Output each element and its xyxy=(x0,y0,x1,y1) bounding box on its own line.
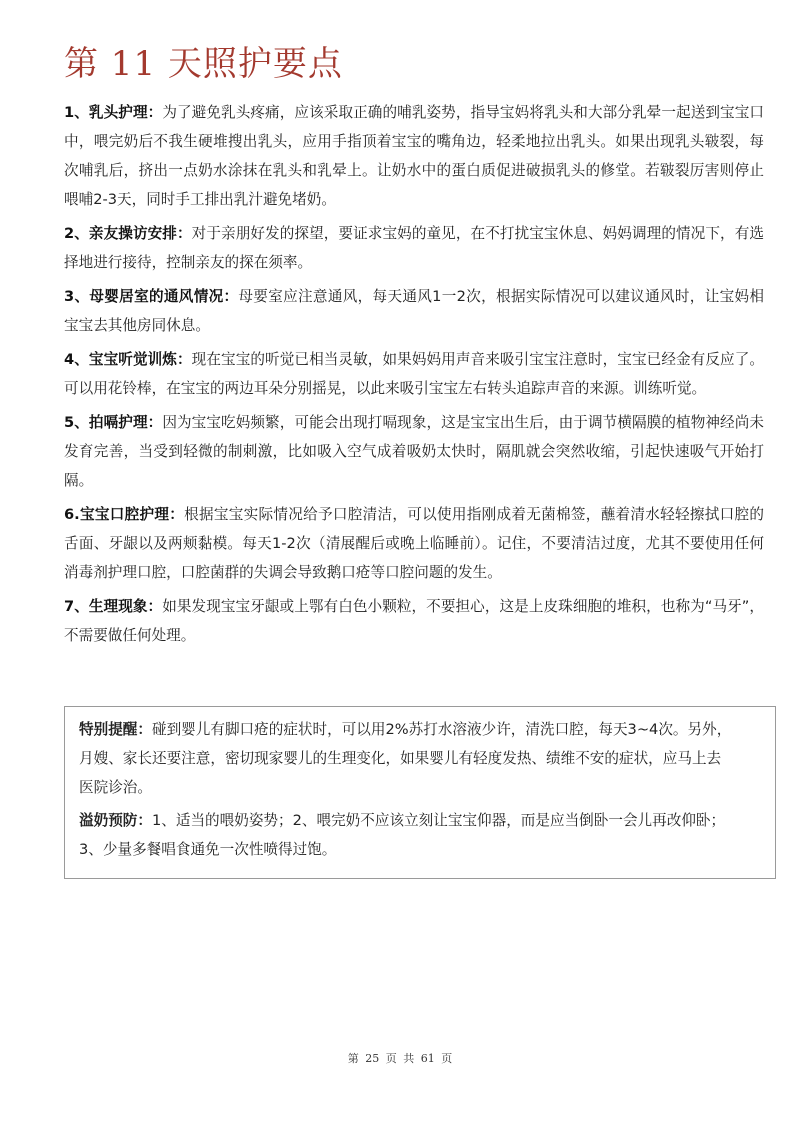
special-reminder-label: 特别提醒： xyxy=(79,721,152,738)
page-title: 第 11 天照护要点 xyxy=(64,44,343,84)
care-point-label: 5、拍嗝护理： xyxy=(64,414,163,431)
care-point-text: 母要室应注意通风，每天通风1一2次，根据实际情况可以建议通风时，让宝妈相宝宝去其他房同休息。 xyxy=(64,288,764,334)
care-point-label: 4、宝宝听觉训炼： xyxy=(64,351,192,368)
care-point-label: 6.宝宝口腔护理： xyxy=(64,506,185,523)
care-point-text: 如果发现宝宝牙龈或上鄂有白色小颗粒，不要担心，这是上皮珠细胞的堆积，也称为“马牙”，不需要做任何处理。 xyxy=(64,598,765,644)
care-point-label: 3、母婴居室的通风情况： xyxy=(64,288,239,305)
care-point-text: 对于亲朋好发的探望，要证求宝妈的童见，在不打扰宝宝休息、妈妈调理的情况下，有选择地进行接待，控制亲友的探在须率。 xyxy=(64,225,764,271)
care-point-text: 为了避免乳头疼痛，应该采取正确的哺乳姿势，指导宝妈将乳头和大部分乳晕一起送到宝宝口中，喂完奶后不我生硬堆搜出乳头，应用手指顶着宝宝的嘴角边，轻柔地拉出乳头。如果出现乳头皲裂，每次哺乳后，挤出一点奶水涂抹在乳头和乳晕上。让奶水中的蛋白质促进破损乳头的修堂。若皲裂厉害则停止喂哺2-3天，同时手工排出乳汁避免堵奶。 xyxy=(64,104,764,208)
care-point-burping xyxy=(64,408,764,495)
care-point-nipple xyxy=(64,98,764,214)
page-number: 第 25 页 共 61 页 xyxy=(347,1052,453,1065)
notice-box xyxy=(64,706,776,879)
care-point-label: 2、亲友操访安排： xyxy=(64,225,192,242)
care-point-visitors xyxy=(64,219,764,277)
spit-up-prevention-text: 1、适当的喂奶姿势；2、喂完奶不应该立刻让宝宝仰器，而是应当倒卧一会儿再改仰卧；3、少量多餐唱食通免一次性喷得过饱。 xyxy=(79,812,726,858)
spit-up-prevention xyxy=(79,806,735,864)
special-reminder xyxy=(79,715,735,802)
care-point-text: 现在宝宝的听觉已相当灵敏，如果妈妈用声音来吸引宝宝注意时，宝宝已经金有反应了。可以用花铃棒，在宝宝的两边耳朵分别摇晃，以此来吸引宝宝左右转头追踪声音的来源。训练听觉。 xyxy=(64,351,764,397)
special-reminder-text: 碰到婴儿有脚口疮的症状时，可以用2%苏打水溶液少许，清洗口腔，每天3~4次。另外，月嫂、家长还要注意，密切现家婴儿的生理变化，如果婴儿有轻度发热、绩维不安的症状，应马上去医院诊治。 xyxy=(79,721,732,796)
care-point-physiology xyxy=(64,592,764,650)
care-point-hearing xyxy=(64,345,764,403)
care-point-ventilation xyxy=(64,282,764,340)
care-point-label: 1、乳头护理： xyxy=(64,104,163,121)
care-point-label: 7、生理现象： xyxy=(64,598,163,615)
care-points-list xyxy=(64,98,764,655)
spit-up-prevention-label: 溢奶预防： xyxy=(79,812,152,829)
care-point-text: 根据宝宝实际情况给予口腔清洁，可以使用指刚成着无菌棉签，蘸着清水轻轻擦拭口腔的舌面、牙龈以及两颊黏模。每天1-2次（清展醒后或晚上临睡前）。记住，不要清洁过度，尤其不要使用任何消毒剂护理口腔，口腔菌群的失调会导致鹅口疮等口腔问题的发生。 xyxy=(64,506,764,581)
care-point-oral xyxy=(64,500,764,587)
care-point-text: 因为宝宝吃妈频繁，可能会出现打嗝现象，这是宝宝出生后，由于调节横隔膜的植物神经尚未发育完善，当受到轻微的制刺激，比如吸入空气成着吸奶太快时，隔肌就会突然收缩，引起快速吸气开始打隔。 xyxy=(64,414,764,489)
